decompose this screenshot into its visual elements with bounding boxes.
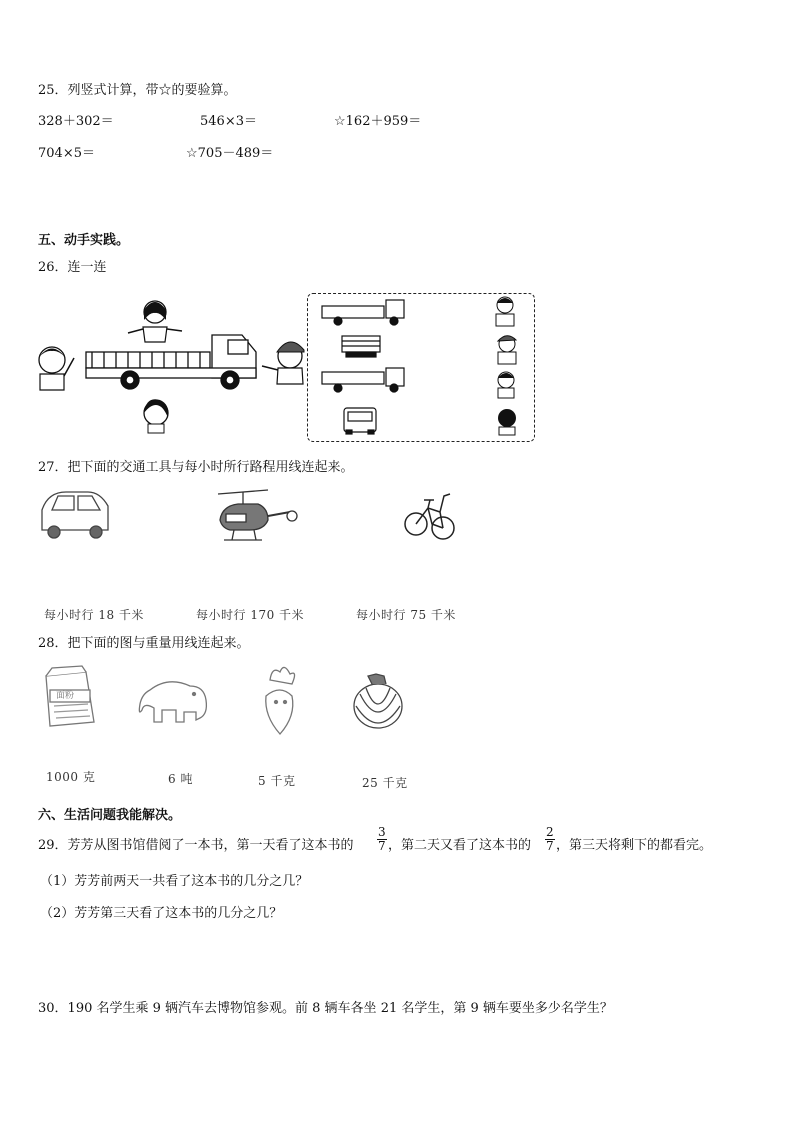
q29-text-b: ，第二天又看了这本书的: [388, 838, 532, 853]
q29-fraction-2: [545, 826, 555, 853]
q25-title: 25．列竖式计算，带☆的要验算。: [38, 83, 237, 98]
section5-title: 五、动手实践。: [38, 233, 130, 248]
q29-text-a: 29．芳芳从图书馆借阅了一本书，第一天看了这本书的: [38, 838, 354, 853]
q29-sub-2: （2）芳芳第三天看了这本书的几分之几？: [40, 906, 283, 921]
q29-fraction-1-den: 7: [378, 839, 386, 853]
q25-item-2: 546×3＝: [200, 114, 257, 129]
q30-text: 30．190 名学生乘 9 辆汽车去博物馆参观。前 8 辆车各坐 21 名学生，第 9 辆车要坐多少名学生？: [38, 1001, 613, 1016]
section6-title: 六、生活问题我能解决。: [38, 808, 182, 823]
q29-fraction-2-den: 7: [546, 839, 554, 853]
q25-item-1: 328＋302＝: [38, 114, 114, 129]
q25-item-5: ☆705－489＝: [186, 146, 274, 161]
q28-label-1: 1000 克: [46, 770, 96, 784]
q29-fraction-2-num: 2: [546, 825, 554, 839]
q25-item-3: ☆162＋959＝: [334, 114, 422, 129]
q29-text-c: ，第三天将剩下的都看完。: [556, 838, 713, 853]
q27-label-1: 每小时行 18 千米: [44, 608, 144, 622]
q27-title: 27．把下面的交通工具与每小时所行路程用线连起来。: [38, 460, 354, 475]
q29-fraction-1: [377, 826, 387, 853]
q28-label-2: 6 吨: [168, 772, 193, 786]
q26-title: 26．连一连: [38, 260, 107, 275]
q29-sub-1: （1）芳芳前两天一共看了这本书的几分之几？: [40, 874, 309, 889]
q28-label-3: 5 千克: [258, 774, 296, 788]
q27-label-2: 每小时行 170 千米: [196, 608, 305, 622]
q28-title: 28．把下面的图与重量用线连起来。: [38, 636, 250, 651]
elephant-icon: [139, 682, 206, 722]
q29-fraction-1-num: 3: [378, 825, 386, 839]
flour-bag-label: 面粉: [56, 691, 75, 701]
q27-label-3: 每小时行 75 千米: [356, 608, 456, 622]
q28-label-4: 25 千克: [362, 776, 408, 790]
watermelon-icon: [354, 674, 402, 728]
q25-item-4: 704×5＝: [38, 146, 95, 161]
radish-icon: [266, 667, 295, 734]
